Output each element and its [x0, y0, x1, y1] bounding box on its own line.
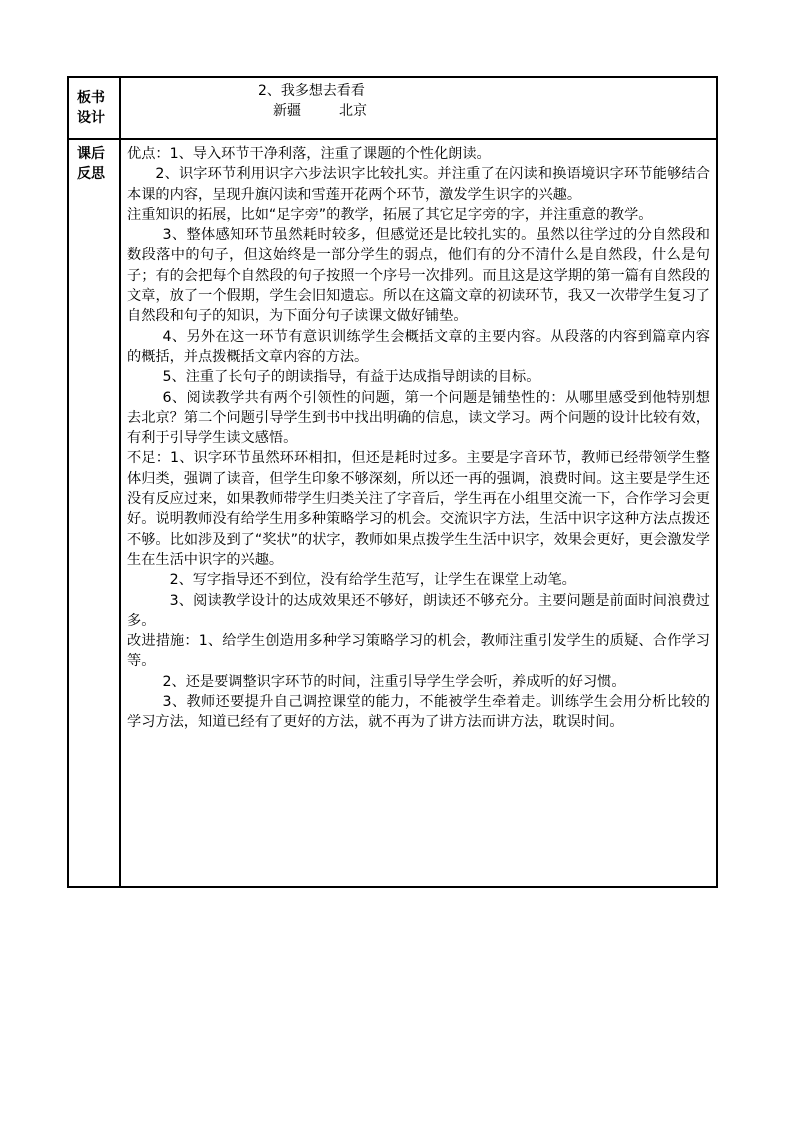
board-design-content-cell: [120, 77, 717, 139]
board-design-label: [69, 78, 119, 128]
reflection-paragraph: 2、写字指导还不到位，没有给学生范写，让学生在课堂上动笔。: [169, 572, 576, 589]
reflection-paragraph: 6、阅读教学共有两个引领性的问题，第一个问题是铺垫性的：从哪里感受到他特别想去北京？第二个问题引导学生到书中找出明确的信息，读文学习。两个问题的设计比较有效，有利于引导学生读文感悟。: [127, 389, 710, 447]
reflection-paragraph: 3、阅读教学设计的达成效果还不够好，朗读还不够充分。主要问题是前面时间浪费过多。: [127, 592, 710, 629]
reflection-label-text: 课后 反思: [77, 146, 105, 182]
reflection-paragraph: 2、还是要调整识字环节的时间，注重引导学生学会听，养成听的好习惯。: [162, 673, 626, 690]
reflection-content-cell: [120, 139, 717, 887]
reflection-content: [121, 140, 716, 733]
reflection-paragraph: 5、注重了长句子的朗读指导，有益于达成指导朗读的目标。: [162, 369, 541, 386]
board-design-label-text: 板书 设计: [77, 90, 105, 126]
reflection-paragraph: 注重知识的拓展，比如“足字旁”的教学，拓展了其它足字旁的字，并注重意的教学。: [127, 206, 653, 223]
board-design-row: [68, 77, 717, 139]
reflection-paragraph: 优点：1、导入环节干净利落，注重了课题的个性化朗读。: [127, 146, 491, 162]
board-design-label-cell: [68, 77, 120, 139]
board-places: [121, 101, 716, 121]
reflection-paragraph: 改进措施：1、给学生创造用多种学习策略学习的机会，教师注重引发学生的质疑、合作学习等。: [127, 633, 710, 670]
reflection-paragraph: 2、识字环节利用识字六步法识字比较扎实。并注重了在闪读和换语境识字环节能够结合本课的内容，呈现升旗闪读和雪莲开花两个环节，激发学生识字的兴趣。: [127, 166, 710, 203]
board-place-beijing: 北京: [339, 103, 367, 119]
reflection-row: [68, 139, 717, 887]
reflection-paragraph: 4、另外在这一环节有意识训练学生会概括文章的主要内容。从段落的内容到篇章内容的概括，并点拨概括文章内容的方法。: [127, 328, 710, 365]
reflection-paragraph: 不足：1、识字环节虽然环环相扣，但还是耗时过多。主要是字音环节，教师已经带领学生整体归类，强调了读音，但学生印象不够深刻，所以还一再的强调，浪费时间。这主要是学生还没有反应过来，如果教师带学生归类关注了字音后，学生再在小组里交流一下，合作学习会更好。说明教师没有给学生用多种策略学习的机会。交流识字方法，生活中识字这种方法点拨还不够。比如涉及到了“奖状”的状字，教师如果点拨学生生活中识字，效果会更好，更会激发学生在生活中识字的兴趣。: [127, 450, 710, 568]
reflection-label-cell: [68, 139, 120, 887]
board-title: 2、我多想去看看: [258, 83, 365, 99]
reflection-paragraph: 3、教师还要提升自己调控课堂的能力，不能被学生牵着走。训练学生会用分析比较的学习方法，知道已经有了更好的方法，就不再为了讲方法而讲方法，耽误时间。: [127, 694, 710, 731]
lesson-plan-table: [67, 76, 718, 888]
reflection-label: [69, 140, 119, 184]
board-place-xinjiang: 新疆: [273, 103, 301, 119]
reflection-paragraph: 3、整体感知环节虽然耗时较多，但感觉还是比较扎实的。虽然以往学过的分自然段和数段落中的句子，但这始终是一部分学生的弱点，他们有的分不清什么是自然段，什么是句子；有的会把每个自然段的句子按照一个序号一次排列。而且这是这学期的第一篇有自然段的文章，放了一个假期，学生会旧知遗忘。所以在这篇文章的初读环节，我又一次带学生复习了自然段和句子的知识，为下面分句子读课文做好铺垫。: [127, 227, 710, 325]
board-design-content: [121, 78, 716, 121]
